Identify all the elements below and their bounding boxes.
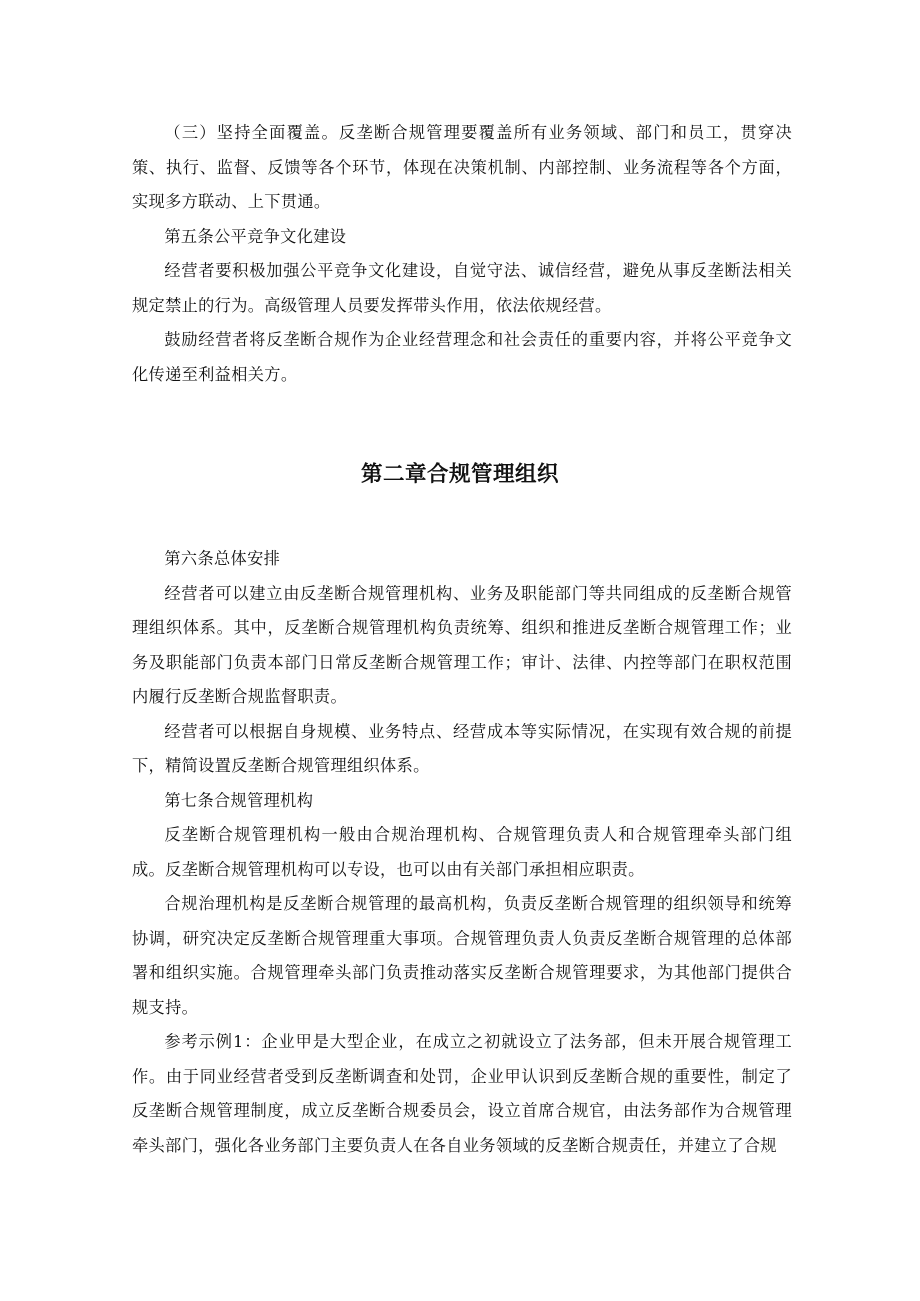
article-7-title: 第七条合规管理机构: [164, 790, 314, 810]
paragraph-simplified-setup: 经营者可以根据自身规模、业务特点、经营成本等实际情况，在实现有效合规的前提下，精简设置反垄断合规管理组织体系。: [132, 721, 792, 775]
paragraph-fair-competition-culture: 经营者要积极加强公平竞争文化建设，自觉守法、诚信经营，避免从事反垄断法相关规定禁止的行为。高级管理人员要发挥带头作用，依法依规经营。: [132, 261, 792, 315]
paragraph-reference-example-1: 参考示例1：企业甲是大型企业，在成立之初就设立了法务部，但未开展合规管理工作。由于同业经营者受到反垄断调查和处罚，企业甲认识到反垄断合规的重要性，制定了反垄断合规管理制度，成立反垄断合规委员会，设立首席合规官，由法务部作为合规管理牵头部门，强化各业务部门主要负责人在各自业务领域的反垄断合规责任，并建立了合规: [132, 1032, 792, 1155]
article-5-title: 第五条公平竞争文化建设: [164, 226, 347, 246]
paragraph-governance-body-duties: 合规治理机构是反垄断合规管理的最高机构，负责反垄断合规管理的组织领导和统筹协调，研究决定反垄断合规管理重大事项。合规管理负责人负责反垄断合规管理的总体部署和组织实施。合规管理牵头部门负责推动落实反垄断合规管理要求，为其他部门提供合规支持。: [132, 894, 792, 1017]
article-6-title: 第六条总体安排: [164, 549, 281, 568]
paragraph-full-coverage: （三）坚持全面覆盖。反垄断合规管理要覆盖所有业务领域、部门和员工，贯穿决策、执行、监督、反馈等各个环节，体现在决策机制、内部控制、业务流程等各个方面，实现多方联动、上下贯通。: [132, 123, 792, 211]
paragraph-encourage-operators: 鼓励经营者将反垄断合规作为企业经营理念和社会责任的重要内容，并将公平竞争文化传递至利益相关方。: [132, 330, 792, 384]
section-general-principles: [132, 116, 792, 392]
paragraph-organization-system: 经营者可以建立由反垄断合规管理机构、业务及职能部门等共同组成的反垄断合规管理组织体系。其中，反垄断合规管理机构负责统筹、组织和推进反垄断合规管理工作；业务及职能部门负责本部门日常反垄断合规管理工作；审计、法律、内控等部门在职权范围内履行反垄断合规监督职责。: [132, 583, 792, 706]
chapter-2-title: 第二章合规管理组织: [360, 462, 559, 487]
paragraph-management-body-composition: 反垄断合规管理机构一般由合规治理机构、合规管理负责人和合规管理牵头部门组成。反垄断合规管理机构可以专设，也可以由有关部门承担相应职责。: [132, 825, 792, 879]
section-compliance-organization: [132, 542, 792, 1163]
